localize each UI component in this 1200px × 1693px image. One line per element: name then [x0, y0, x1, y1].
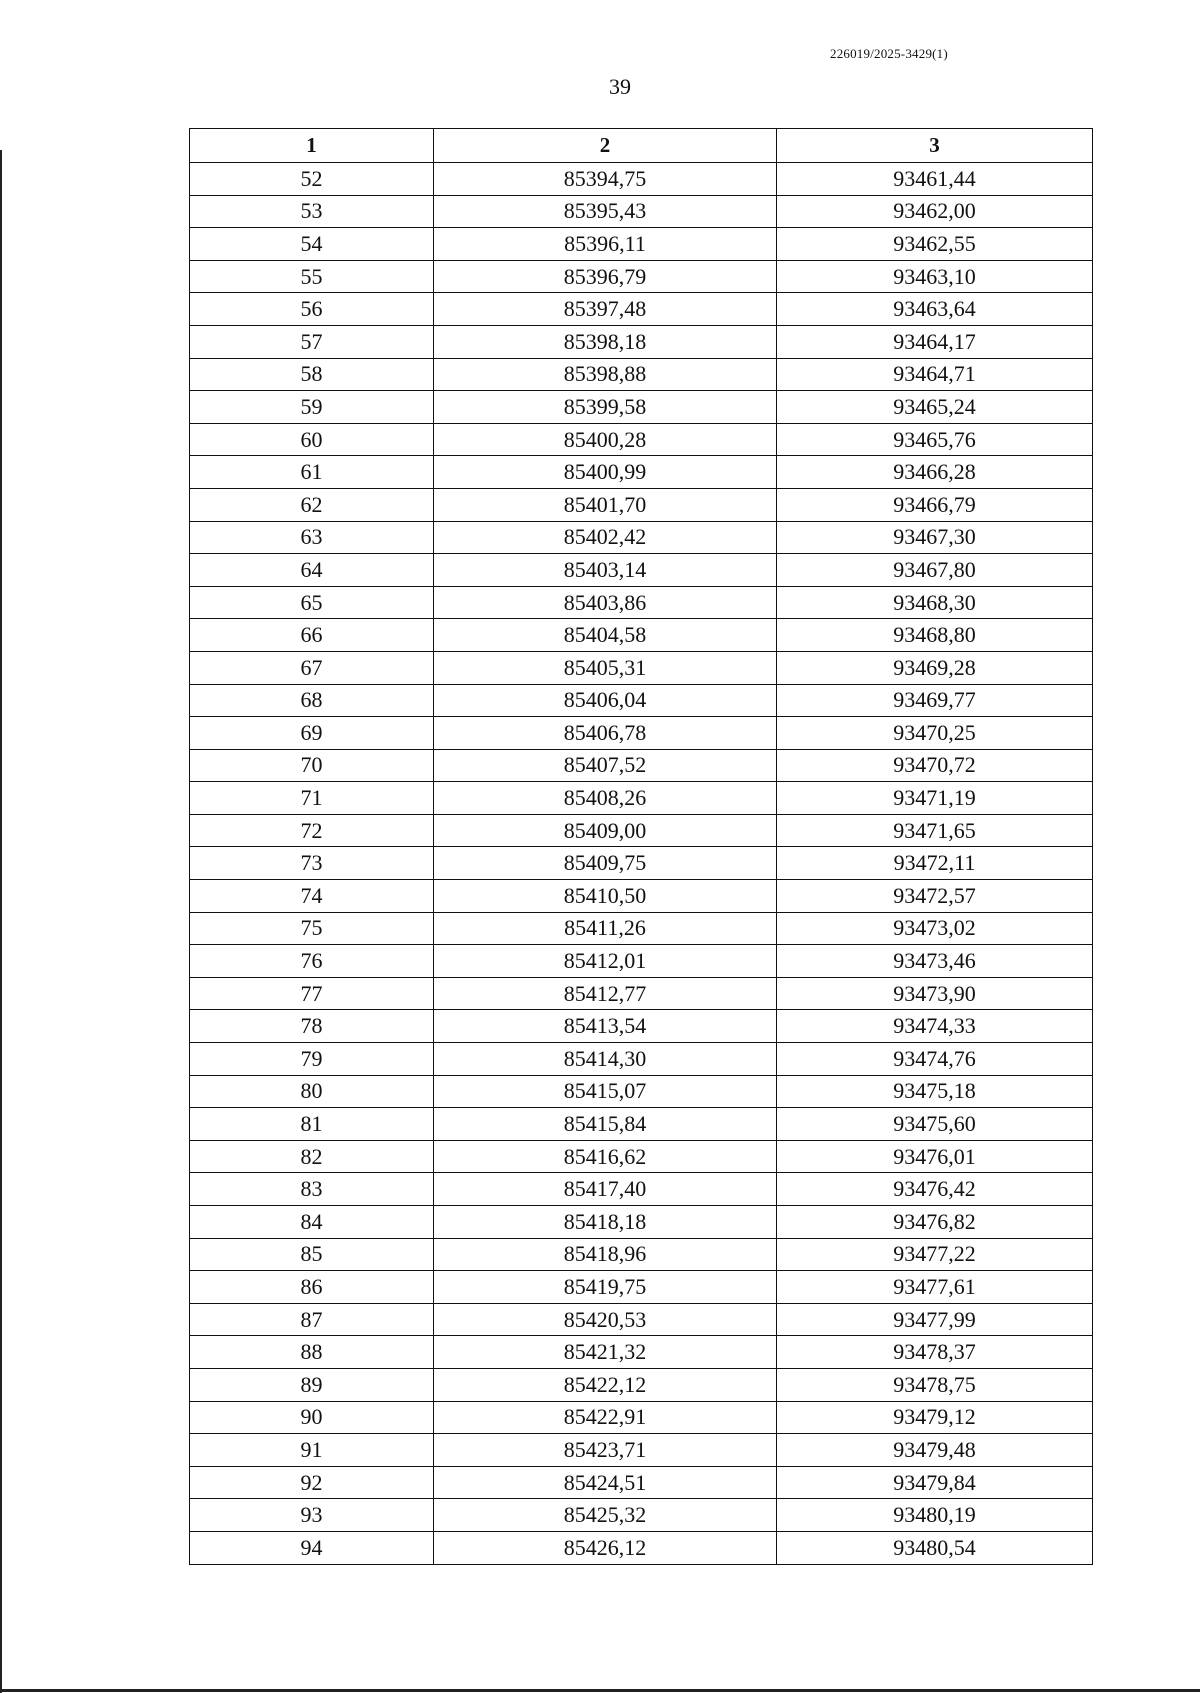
table-row — [190, 1075, 1093, 1108]
y-coordinate-cell: 93475,18 — [777, 1075, 1093, 1108]
x-coordinate-cell: 85422,91 — [434, 1401, 777, 1434]
x-coordinate-cell: 85395,43 — [434, 195, 777, 228]
table-row — [190, 880, 1093, 913]
point-number-cell: 75 — [190, 912, 434, 945]
point-number-cell: 55 — [190, 260, 434, 293]
table-row — [190, 1466, 1093, 1499]
y-coordinate-cell: 93472,11 — [777, 847, 1093, 880]
point-number-cell: 62 — [190, 488, 434, 521]
point-number-cell: 91 — [190, 1434, 434, 1467]
y-coordinate-cell: 93470,72 — [777, 749, 1093, 782]
x-coordinate-cell: 85412,01 — [434, 945, 777, 978]
y-coordinate-cell: 93463,10 — [777, 260, 1093, 293]
y-coordinate-cell: 93473,02 — [777, 912, 1093, 945]
table-row — [190, 1108, 1093, 1141]
point-number-cell: 70 — [190, 749, 434, 782]
x-coordinate-cell: 85400,28 — [434, 423, 777, 456]
coordinates-table — [189, 128, 1093, 1565]
y-coordinate-cell: 93468,30 — [777, 586, 1093, 619]
x-coordinate-cell: 85409,75 — [434, 847, 777, 880]
point-number-cell: 85 — [190, 1238, 434, 1271]
x-coordinate-cell: 85420,53 — [434, 1303, 777, 1336]
point-number-cell: 86 — [190, 1271, 434, 1304]
x-coordinate-cell: 85419,75 — [434, 1271, 777, 1304]
table-row — [190, 358, 1093, 391]
table-row — [190, 749, 1093, 782]
point-number-cell: 68 — [190, 684, 434, 717]
y-coordinate-cell: 93472,57 — [777, 880, 1093, 913]
document-number: 226019/2025-3429(1) — [830, 46, 948, 61]
point-number-cell: 63 — [190, 521, 434, 554]
table-row — [190, 651, 1093, 684]
table-row — [190, 1043, 1093, 1076]
y-coordinate-cell: 93466,28 — [777, 456, 1093, 489]
point-number-cell: 69 — [190, 717, 434, 750]
point-number-cell: 71 — [190, 782, 434, 815]
point-number-cell: 74 — [190, 880, 434, 913]
x-coordinate-cell: 85405,31 — [434, 651, 777, 684]
table-row — [190, 1336, 1093, 1369]
y-coordinate-cell: 93475,60 — [777, 1108, 1093, 1141]
table-row — [190, 586, 1093, 619]
x-coordinate-cell: 85415,84 — [434, 1108, 777, 1141]
point-number-cell: 78 — [190, 1010, 434, 1043]
table-row — [190, 814, 1093, 847]
x-coordinate-cell: 85398,18 — [434, 325, 777, 358]
point-number-cell: 80 — [190, 1075, 434, 1108]
table-row — [190, 325, 1093, 358]
table-row — [190, 1531, 1093, 1564]
table-row — [190, 1010, 1093, 1043]
x-coordinate-cell: 85404,58 — [434, 619, 777, 652]
y-coordinate-cell: 93476,82 — [777, 1206, 1093, 1239]
point-number-cell: 76 — [190, 945, 434, 978]
point-number-cell: 58 — [190, 358, 434, 391]
x-coordinate-cell: 85399,58 — [434, 391, 777, 424]
y-coordinate-cell: 93466,79 — [777, 488, 1093, 521]
y-coordinate-cell: 93473,46 — [777, 945, 1093, 978]
y-coordinate-cell: 93476,01 — [777, 1140, 1093, 1173]
table-row — [190, 1173, 1093, 1206]
y-coordinate-cell: 93464,71 — [777, 358, 1093, 391]
point-number-cell: 77 — [190, 977, 434, 1010]
x-coordinate-cell: 85421,32 — [434, 1336, 777, 1369]
y-coordinate-cell: 93465,24 — [777, 391, 1093, 424]
x-coordinate-cell: 85409,00 — [434, 814, 777, 847]
table-row — [190, 1368, 1093, 1401]
table-row — [190, 1238, 1093, 1271]
point-number-cell: 67 — [190, 651, 434, 684]
point-number-cell: 72 — [190, 814, 434, 847]
column-header: 1 — [190, 129, 434, 163]
y-coordinate-cell: 93465,76 — [777, 423, 1093, 456]
table-row — [190, 260, 1093, 293]
column-header: 3 — [777, 129, 1093, 163]
point-number-cell: 87 — [190, 1303, 434, 1336]
table-row — [190, 847, 1093, 880]
table-row — [190, 1206, 1093, 1239]
x-coordinate-cell: 85425,32 — [434, 1499, 777, 1532]
x-coordinate-cell: 85418,96 — [434, 1238, 777, 1271]
y-coordinate-cell: 93477,22 — [777, 1238, 1093, 1271]
table-row — [190, 423, 1093, 456]
scan-edge-bottom — [0, 1689, 1200, 1692]
y-coordinate-cell: 93480,54 — [777, 1531, 1093, 1564]
y-coordinate-cell: 93478,37 — [777, 1336, 1093, 1369]
x-coordinate-cell: 85417,40 — [434, 1173, 777, 1206]
x-coordinate-cell: 85398,88 — [434, 358, 777, 391]
y-coordinate-cell: 93474,33 — [777, 1010, 1093, 1043]
y-coordinate-cell: 93477,61 — [777, 1271, 1093, 1304]
table-row — [190, 684, 1093, 717]
table-row — [190, 521, 1093, 554]
x-coordinate-cell: 85415,07 — [434, 1075, 777, 1108]
x-coordinate-cell: 85416,62 — [434, 1140, 777, 1173]
x-coordinate-cell: 85401,70 — [434, 488, 777, 521]
x-coordinate-cell: 85410,50 — [434, 880, 777, 913]
point-number-cell: 53 — [190, 195, 434, 228]
table-row — [190, 945, 1093, 978]
x-coordinate-cell: 85403,14 — [434, 554, 777, 587]
point-number-cell: 82 — [190, 1140, 434, 1173]
x-coordinate-cell: 85402,42 — [434, 521, 777, 554]
point-number-cell: 59 — [190, 391, 434, 424]
x-coordinate-cell: 85418,18 — [434, 1206, 777, 1239]
x-coordinate-cell: 85408,26 — [434, 782, 777, 815]
x-coordinate-cell: 85412,77 — [434, 977, 777, 1010]
x-coordinate-cell: 85413,54 — [434, 1010, 777, 1043]
point-number-cell: 84 — [190, 1206, 434, 1239]
y-coordinate-cell: 93471,19 — [777, 782, 1093, 815]
y-coordinate-cell: 93471,65 — [777, 814, 1093, 847]
point-number-cell: 90 — [190, 1401, 434, 1434]
table-row — [190, 619, 1093, 652]
table-row — [190, 1303, 1093, 1336]
table-row — [190, 163, 1093, 196]
x-coordinate-cell: 85423,71 — [434, 1434, 777, 1467]
point-number-cell: 92 — [190, 1466, 434, 1499]
table-body — [190, 163, 1093, 1565]
table-row — [190, 1271, 1093, 1304]
y-coordinate-cell: 93474,76 — [777, 1043, 1093, 1076]
table-row — [190, 293, 1093, 326]
table-row — [190, 977, 1093, 1010]
y-coordinate-cell: 93468,80 — [777, 619, 1093, 652]
point-number-cell: 89 — [190, 1368, 434, 1401]
point-number-cell: 64 — [190, 554, 434, 587]
y-coordinate-cell: 93476,42 — [777, 1173, 1093, 1206]
x-coordinate-cell: 85397,48 — [434, 293, 777, 326]
page-number: 39 — [609, 74, 631, 99]
x-coordinate-cell: 85403,86 — [434, 586, 777, 619]
x-coordinate-cell: 85406,78 — [434, 717, 777, 750]
point-number-cell: 79 — [190, 1043, 434, 1076]
point-number-cell: 65 — [190, 586, 434, 619]
table-row — [190, 1401, 1093, 1434]
table-row — [190, 228, 1093, 261]
column-header: 2 — [434, 129, 777, 163]
x-coordinate-cell: 85411,26 — [434, 912, 777, 945]
point-number-cell: 66 — [190, 619, 434, 652]
y-coordinate-cell: 93467,30 — [777, 521, 1093, 554]
y-coordinate-cell: 93480,19 — [777, 1499, 1093, 1532]
table-row — [190, 1499, 1093, 1532]
table-row — [190, 1434, 1093, 1467]
point-number-cell: 81 — [190, 1108, 434, 1141]
x-coordinate-cell: 85394,75 — [434, 163, 777, 196]
x-coordinate-cell: 85400,99 — [434, 456, 777, 489]
y-coordinate-cell: 93469,28 — [777, 651, 1093, 684]
table-header-row — [190, 129, 1093, 163]
table-row — [190, 456, 1093, 489]
point-number-cell: 60 — [190, 423, 434, 456]
y-coordinate-cell: 93479,12 — [777, 1401, 1093, 1434]
point-number-cell: 52 — [190, 163, 434, 196]
y-coordinate-cell: 93470,25 — [777, 717, 1093, 750]
x-coordinate-cell: 85406,04 — [434, 684, 777, 717]
x-coordinate-cell: 85396,11 — [434, 228, 777, 261]
table-row — [190, 782, 1093, 815]
table-row — [190, 391, 1093, 424]
point-number-cell: 61 — [190, 456, 434, 489]
point-number-cell: 56 — [190, 293, 434, 326]
point-number-cell: 83 — [190, 1173, 434, 1206]
scan-edge-left — [0, 150, 2, 1693]
y-coordinate-cell: 93477,99 — [777, 1303, 1093, 1336]
table-row — [190, 488, 1093, 521]
x-coordinate-cell: 85426,12 — [434, 1531, 777, 1564]
x-coordinate-cell: 85414,30 — [434, 1043, 777, 1076]
point-number-cell: 57 — [190, 325, 434, 358]
table-row — [190, 195, 1093, 228]
point-number-cell: 88 — [190, 1336, 434, 1369]
y-coordinate-cell: 93478,75 — [777, 1368, 1093, 1401]
y-coordinate-cell: 93462,00 — [777, 195, 1093, 228]
y-coordinate-cell: 93464,17 — [777, 325, 1093, 358]
y-coordinate-cell: 93461,44 — [777, 163, 1093, 196]
y-coordinate-cell: 93463,64 — [777, 293, 1093, 326]
table-row — [190, 912, 1093, 945]
y-coordinate-cell: 93479,48 — [777, 1434, 1093, 1467]
x-coordinate-cell: 85424,51 — [434, 1466, 777, 1499]
x-coordinate-cell: 85407,52 — [434, 749, 777, 782]
table-row — [190, 717, 1093, 750]
y-coordinate-cell: 93473,90 — [777, 977, 1093, 1010]
table-row — [190, 1140, 1093, 1173]
point-number-cell: 54 — [190, 228, 434, 261]
x-coordinate-cell: 85422,12 — [434, 1368, 777, 1401]
y-coordinate-cell: 93469,77 — [777, 684, 1093, 717]
point-number-cell: 73 — [190, 847, 434, 880]
y-coordinate-cell: 93479,84 — [777, 1466, 1093, 1499]
point-number-cell: 93 — [190, 1499, 434, 1532]
y-coordinate-cell: 93462,55 — [777, 228, 1093, 261]
table-row — [190, 554, 1093, 587]
y-coordinate-cell: 93467,80 — [777, 554, 1093, 587]
point-number-cell: 94 — [190, 1531, 434, 1564]
x-coordinate-cell: 85396,79 — [434, 260, 777, 293]
